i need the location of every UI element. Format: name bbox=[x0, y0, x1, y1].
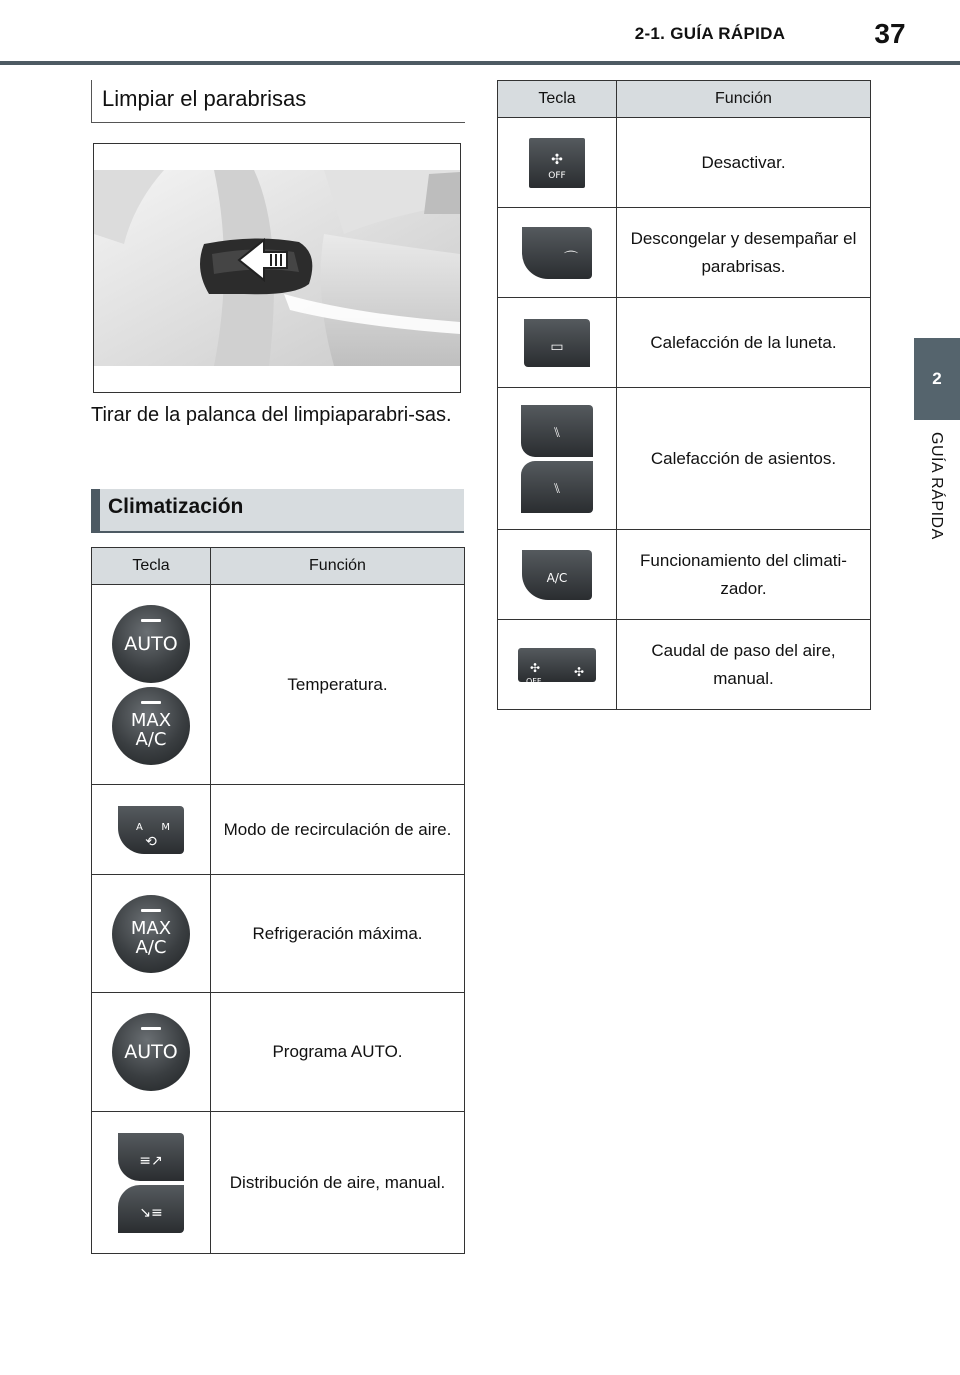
function-cell: Calefacción de asientos. bbox=[617, 388, 871, 530]
function-cell: Funcionamiento del climati-zador. bbox=[617, 530, 871, 620]
climate-section-heading bbox=[91, 489, 464, 533]
function-cell: Caudal de paso del aire, manual. bbox=[617, 620, 871, 710]
key-cell bbox=[498, 208, 617, 298]
table-row bbox=[92, 1112, 465, 1254]
key-cell bbox=[92, 1112, 211, 1254]
key-cell bbox=[92, 875, 211, 993]
function-cell: Temperatura. bbox=[211, 585, 465, 785]
function-cell: Programa AUTO. bbox=[211, 993, 465, 1112]
seat-heating-lower-button-icon: ⑊ bbox=[521, 461, 593, 513]
chapter-tab-label bbox=[918, 432, 954, 572]
air-distribution-lower-button-icon: ↘≡ bbox=[118, 1185, 184, 1233]
table-row bbox=[498, 118, 871, 208]
table-row bbox=[498, 388, 871, 530]
table-row bbox=[498, 620, 871, 710]
climate-keys-table-right bbox=[497, 80, 871, 710]
air-distribution-upper-button-icon: ≡↗ bbox=[118, 1133, 184, 1181]
wiper-heading-text: Limpiar el parabrisas bbox=[102, 86, 307, 111]
table-header-row bbox=[92, 548, 465, 585]
wiper-lever-drawing bbox=[94, 144, 460, 392]
column-header-key: Tecla bbox=[92, 548, 211, 585]
function-cell: Descongelar y desempañar el parabrisas. bbox=[617, 208, 871, 298]
climate-heading-text: Climatización bbox=[108, 495, 244, 518]
max-ac-knob-icon: MAX A/C bbox=[112, 895, 190, 973]
table-row bbox=[498, 298, 871, 388]
key-cell bbox=[92, 993, 211, 1112]
key-cell bbox=[498, 388, 617, 530]
windshield-defrost-button-icon: ⌒ bbox=[522, 227, 592, 279]
heading-accent-bar bbox=[91, 489, 100, 531]
max-ac-knob-icon: MAX A/C bbox=[112, 687, 190, 765]
wiper-lever-illustration bbox=[93, 143, 461, 393]
key-cell bbox=[498, 530, 617, 620]
auto-knob-icon: AUTO bbox=[112, 1013, 190, 1091]
function-cell: Calefacción de la luneta. bbox=[617, 298, 871, 388]
key-cell bbox=[498, 298, 617, 388]
ac-button-icon: A/C bbox=[522, 550, 592, 600]
column-header-function: Función bbox=[617, 81, 871, 118]
auto-knob-icon: AUTO bbox=[112, 605, 190, 683]
function-cell: Modo de recirculación de aire. bbox=[211, 785, 465, 875]
climate-keys-table-left bbox=[91, 547, 465, 1254]
chapter-title: 2-1. GUÍA RÁPIDA bbox=[634, 24, 786, 43]
fan-speed-button-icon: ✣ OFF ✣ bbox=[518, 648, 596, 682]
table-row bbox=[92, 875, 465, 993]
key-cell bbox=[92, 785, 211, 875]
wiper-section-heading bbox=[91, 80, 465, 123]
page-number: 37 bbox=[874, 18, 906, 49]
table-header-row bbox=[498, 81, 871, 118]
chapter-tab-label-text: GUÍA RÁPIDA bbox=[928, 432, 945, 540]
seat-heating-upper-button-icon: ⑊ bbox=[521, 405, 593, 457]
chapter-tab: 2 bbox=[914, 338, 960, 420]
function-cell: Refrigeración máxima. bbox=[211, 875, 465, 993]
table-row bbox=[92, 993, 465, 1112]
column-header-function: Función bbox=[211, 548, 465, 585]
key-cell bbox=[92, 585, 211, 785]
rear-window-heat-button-icon: ▭ bbox=[524, 319, 590, 367]
column-header-key: Tecla bbox=[498, 81, 617, 118]
table-row bbox=[92, 585, 465, 785]
table-row bbox=[498, 208, 871, 298]
wiper-instruction: Tirar de la palanca del limpiaparabri-sas. bbox=[91, 404, 452, 426]
key-cell bbox=[498, 620, 617, 710]
table-row bbox=[92, 785, 465, 875]
table-row bbox=[498, 530, 871, 620]
fan-off-button-icon: ✣ OFF bbox=[529, 138, 585, 188]
recirculation-button-icon: A M ⟲ bbox=[118, 806, 184, 854]
key-cell bbox=[498, 118, 617, 208]
function-cell: Desactivar. bbox=[617, 118, 871, 208]
function-cell: Distribución de aire, manual. bbox=[211, 1112, 465, 1254]
header-rule bbox=[0, 61, 960, 65]
